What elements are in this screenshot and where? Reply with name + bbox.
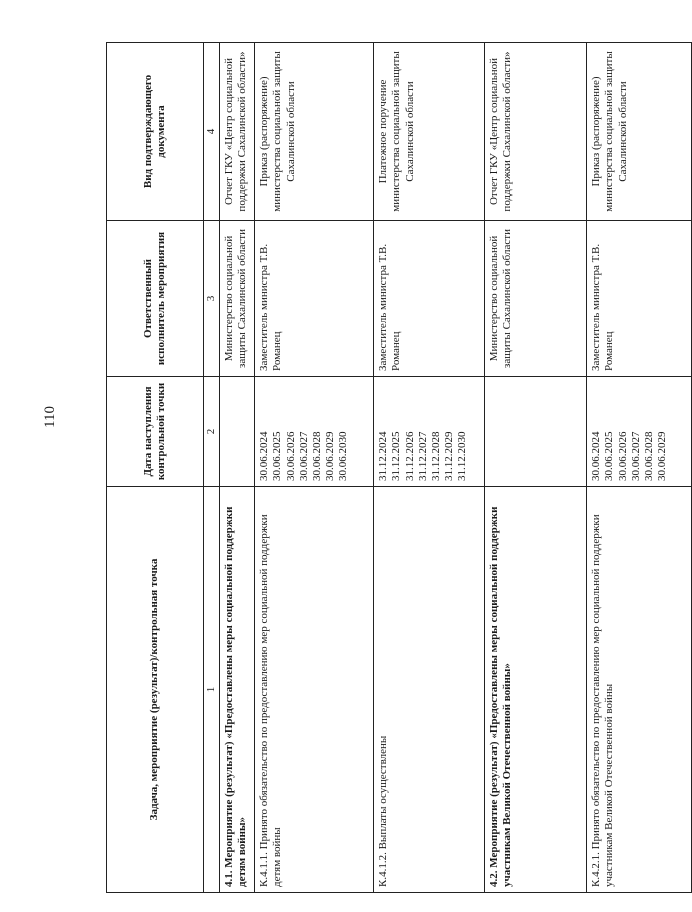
date-value: 30.06.2024: [590, 431, 603, 481]
date-value: 31.12.2027: [416, 431, 429, 481]
header-document: Вид подтверждающего документа: [107, 43, 204, 221]
date-value: 30.06.2030: [337, 431, 350, 481]
date-value: 31.12.2028: [429, 431, 442, 481]
column-number: 4: [204, 43, 220, 221]
date-value: 30.06.2027: [629, 431, 642, 481]
table-row: [485, 43, 587, 893]
dates-cell: [255, 377, 374, 487]
column-number: 3: [204, 221, 220, 377]
responsible-cell: Министерство социальной защиты Сахалинской области: [220, 221, 255, 377]
date-value: 30.06.2028: [642, 431, 655, 481]
header-date: Дата наступления контрольной точки: [107, 377, 204, 487]
column-number-row: [204, 43, 220, 893]
column-number: 1: [204, 487, 220, 893]
control-points-table-wrapper: [106, 43, 669, 893]
table-row: [374, 43, 485, 893]
responsible-cell: Министерство социальной защиты Сахалинской области: [485, 221, 587, 377]
table-header-row: [107, 43, 204, 893]
responsible-cell: Заместитель министра Т.В. Романец: [255, 221, 374, 377]
date-value: 30.06.2029: [656, 431, 669, 481]
document-cell: Отчет ГКУ «Центр социальной поддержки Сахалинской области»: [220, 43, 255, 221]
dates-cell: [374, 377, 485, 487]
date-value: 30.06.2026: [284, 431, 297, 481]
task-cell: 4.2. Мероприятие (результат) «Предоставлены меры социальной поддержки участникам Великой Отечественной войны»: [485, 487, 587, 893]
header-task: Задача, мероприятие (результат)/контрольная точка: [107, 487, 204, 893]
dates-cell: [485, 377, 587, 487]
date-value: 30.06.2029: [324, 431, 337, 481]
control-points-table: [106, 42, 692, 893]
task-cell: К.4.1.1. Принято обязательство по предоставлению мер социальной поддержки детям войны: [255, 487, 374, 893]
dates-cell: [220, 377, 255, 487]
table-row: [587, 43, 692, 893]
document-cell: Платежное поручение министерства социальной защиты Сахалинской области: [374, 43, 485, 221]
responsible-cell: Заместитель министра Т.В. Романец: [374, 221, 485, 377]
column-number: 2: [204, 377, 220, 487]
dates-cell: [587, 377, 692, 487]
date-value: 30.06.2024: [258, 431, 271, 481]
task-cell: 4.1. Мероприятие (результат) «Предоставлены меры социальной поддержки детям войны»: [220, 487, 255, 893]
date-value: 30.06.2028: [310, 431, 323, 481]
document-cell: Отчет ГКУ «Центр социальной поддержки Сахалинской области»: [485, 43, 587, 221]
document-cell: Приказ (распоряжение) министерства социальной защиты Сахалинской области: [587, 43, 692, 221]
date-value: 31.12.2025: [390, 431, 403, 481]
date-value: 31.12.2029: [443, 431, 456, 481]
task-cell: К.4.2.1. Принято обязательство по предоставлению мер социальной поддержки участникам Великой Отечественной войны: [587, 487, 692, 893]
page-number: 110: [42, 406, 58, 428]
responsible-cell: Заместитель министра Т.В. Романец: [587, 221, 692, 377]
date-value: 31.12.2026: [403, 431, 416, 481]
table-row: [255, 43, 374, 893]
date-value: 30.06.2027: [297, 431, 310, 481]
date-value: 30.06.2026: [616, 431, 629, 481]
date-value: 31.12.2030: [456, 431, 469, 481]
header-responsible: Ответственный исполнитель мероприятия: [107, 221, 204, 377]
date-value: 30.06.2025: [271, 431, 284, 481]
date-value: 30.06.2025: [603, 431, 616, 481]
document-cell: Приказ (распоряжение) министерства социальной защиты Сахалинской области: [255, 43, 374, 221]
task-cell: К.4.1.2. Выплаты осуществлены: [374, 487, 485, 893]
date-value: 31.12.2024: [377, 431, 390, 481]
table-row: [220, 43, 255, 893]
